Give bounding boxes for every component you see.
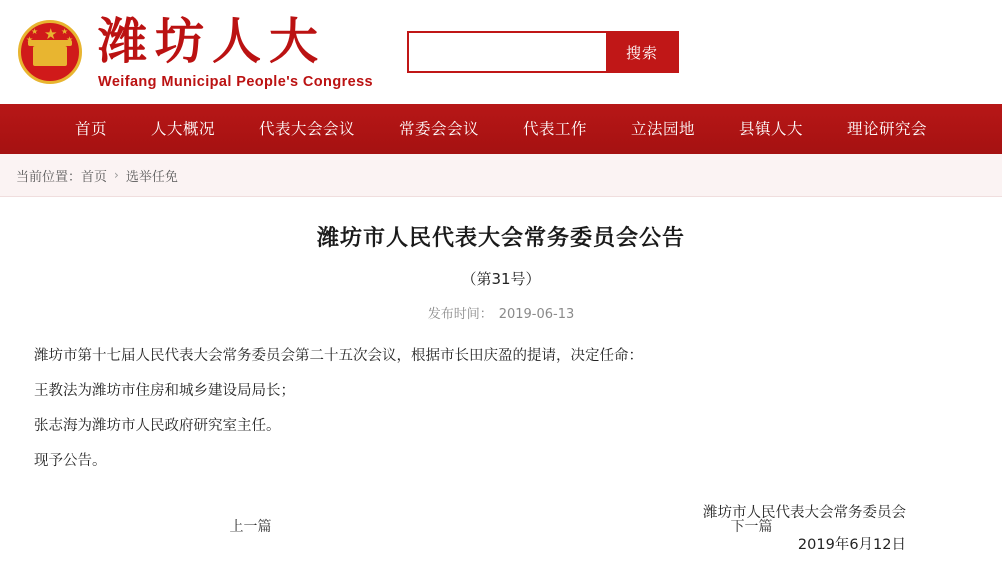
article-paragraph: 王教法为潍坊市住房和城乡建设局局长； [34, 383, 295, 399]
prev-article-link[interactable]: 上一篇 [229, 519, 272, 535]
breadcrumb-home-link[interactable]: 首页 [81, 169, 108, 185]
publish-time-value: 2019-06-13 [498, 307, 575, 322]
site-title-cn: 潍坊人大 [98, 12, 327, 70]
nav-item-overview[interactable]: 人大概况 [150, 120, 215, 138]
search-box[interactable] [407, 31, 679, 73]
breadcrumb-separator-icon: › [114, 168, 119, 182]
nav-item-standing-committee-meeting[interactable]: 常委会会议 [398, 120, 479, 138]
national-emblem-icon: ★ ★ ★ ★ ★ [14, 16, 86, 88]
nav-item-theory-research[interactable]: 理论研究会 [847, 120, 928, 138]
signature-date: 2019年6月12日 [797, 537, 906, 553]
nav-item-legislation[interactable]: 立法园地 [631, 120, 696, 138]
next-article-link[interactable]: 下一篇 [730, 519, 773, 535]
article [0, 221, 1002, 561]
site-title-en: Weifang Municipal People's Congress [98, 73, 374, 90]
article-paragraph: 潍坊市第十七届人民代表大会常务委员会第二十五次会议，根据市长田庆盈的提请，决定任命： [34, 348, 643, 364]
nav-item-county-town[interactable]: 县镇人大 [739, 120, 804, 138]
breadcrumb-current[interactable]: 选举任免 [125, 169, 178, 185]
article-meta [30, 303, 972, 322]
site-header [0, 0, 1002, 104]
article-pager [0, 516, 1002, 542]
main-navigation [0, 104, 1002, 154]
site-title-block [98, 12, 374, 92]
nav-item-deputy-work[interactable]: 代表工作 [523, 120, 588, 138]
search-input[interactable] [409, 33, 606, 71]
article-paragraph: 张志海为潍坊市人民政府研究室主任。 [34, 418, 281, 434]
search-button[interactable]: 搜索 [606, 33, 678, 71]
nav-item-home[interactable]: 首页 [74, 120, 107, 138]
breadcrumb-prefix: 当前位置： [16, 169, 82, 185]
article-title: 潍坊市人民代表大会常务委员会公告 [316, 226, 685, 251]
article-paragraph: 现予公告。 [34, 453, 107, 469]
signature-organization: 潍坊市人民代表大会常务委员会 [703, 505, 906, 521]
nav-item-congress-meeting[interactable]: 代表大会会议 [258, 120, 355, 138]
article-subtitle: （第31号） [461, 270, 541, 288]
breadcrumb [0, 154, 1002, 197]
publish-time-label: 发布时间： [427, 307, 493, 322]
